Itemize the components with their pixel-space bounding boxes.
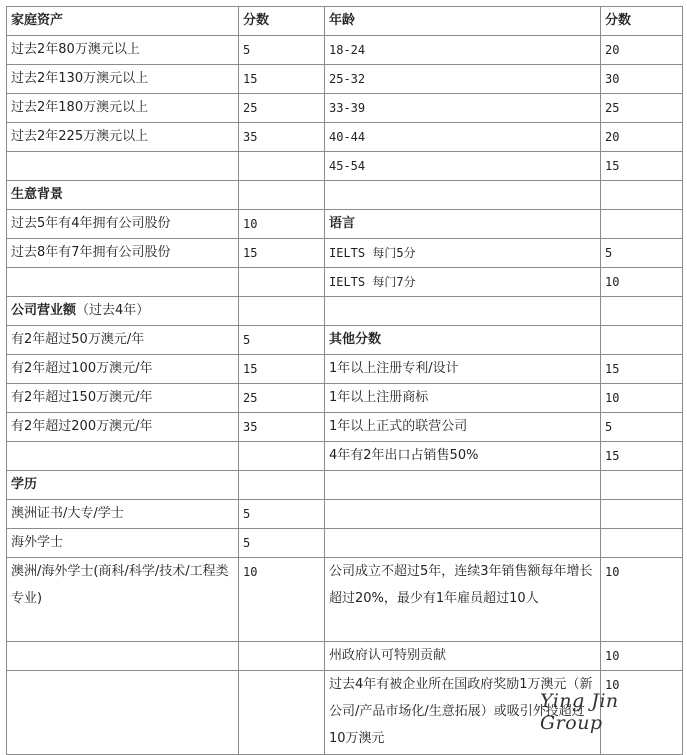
- cell: 5: [239, 529, 325, 558]
- cell: 30: [601, 65, 683, 94]
- cell: 州政府认可特别贡献: [325, 642, 601, 671]
- section-title: 公司营业额: [11, 303, 77, 318]
- cell: 45-54: [325, 152, 601, 181]
- cell: 1年以上注册商标: [325, 384, 601, 413]
- cell: [601, 500, 683, 529]
- cell: 过去8年有7年拥有公司股份: [7, 239, 239, 268]
- cell: 25-32: [325, 65, 601, 94]
- cell: [239, 268, 325, 297]
- cell: [325, 181, 601, 210]
- cell: 1年以上正式的联营公司: [325, 413, 601, 442]
- cell: 33-39: [325, 94, 601, 123]
- points-table: [6, 6, 683, 755]
- cell: 海外学士: [7, 529, 239, 558]
- table-row: [7, 239, 683, 268]
- cell: 澳洲/海外学士(商科/科学/技术/工程类专业): [7, 558, 239, 642]
- cell: 10: [601, 268, 683, 297]
- cell: 35: [239, 123, 325, 152]
- cell: 5: [601, 413, 683, 442]
- cell: 有2年超过50万澳元/年: [7, 326, 239, 355]
- cell: 35: [239, 413, 325, 442]
- cell: [601, 297, 683, 326]
- cell: IELTS 每门7分: [325, 268, 601, 297]
- cell: [7, 268, 239, 297]
- cell: 5: [239, 326, 325, 355]
- table-row: [7, 65, 683, 94]
- cell: [601, 210, 683, 239]
- cell: 5: [239, 36, 325, 65]
- section-other-points: 其他分数: [325, 326, 601, 355]
- table-row: [7, 471, 683, 500]
- header-score: 分数: [601, 7, 683, 36]
- table-row: [7, 94, 683, 123]
- cell: [239, 297, 325, 326]
- table-row: [7, 36, 683, 65]
- cell: 18-24: [325, 36, 601, 65]
- cell: [239, 442, 325, 471]
- cell: [239, 471, 325, 500]
- table-row: [7, 181, 683, 210]
- cell: [325, 500, 601, 529]
- cell: 15: [601, 152, 683, 181]
- table-row: [7, 500, 683, 529]
- cell: [7, 671, 239, 755]
- cell: 5: [239, 500, 325, 529]
- cell: 15: [239, 239, 325, 268]
- cell: 10: [239, 558, 325, 642]
- table-row: [7, 384, 683, 413]
- table-row: [7, 7, 683, 36]
- cell: [325, 297, 601, 326]
- header-family-assets: 家庭资产: [7, 7, 239, 36]
- table-row: [7, 152, 683, 181]
- cell: [325, 471, 601, 500]
- cell: [239, 671, 325, 755]
- cell: 有2年超过200万澳元/年: [7, 413, 239, 442]
- cell: [601, 326, 683, 355]
- section-note: （过去4年）: [76, 303, 150, 318]
- cell: 过去2年225万澳元以上: [7, 123, 239, 152]
- table-row: [7, 326, 683, 355]
- cell: 公司成立不超过5年，连续3年销售额每年增长超过20%，最少有1年雇员超过10人: [325, 558, 601, 642]
- table-row: [7, 268, 683, 297]
- cell: [7, 442, 239, 471]
- cell: 5: [601, 239, 683, 268]
- cell: 1年以上注册专利/设计: [325, 355, 601, 384]
- cell: 20: [601, 123, 683, 152]
- cell: [239, 152, 325, 181]
- table-row: [7, 123, 683, 152]
- table-row: [7, 442, 683, 471]
- cell: 10: [601, 384, 683, 413]
- section-company-turnover: [7, 297, 239, 326]
- cell: 40-44: [325, 123, 601, 152]
- cell: 有2年超过150万澳元/年: [7, 384, 239, 413]
- cell: 15: [601, 442, 683, 471]
- watermark-logo: Ying Jin Group: [540, 690, 619, 734]
- cell: [325, 529, 601, 558]
- cell: 15: [239, 65, 325, 94]
- cell: [239, 181, 325, 210]
- cell: 4年有2年出口占销售50%: [325, 442, 601, 471]
- cell: [7, 642, 239, 671]
- section-education: 学历: [7, 471, 239, 500]
- cell: 15: [239, 355, 325, 384]
- table-row: [7, 642, 683, 671]
- cell: 10: [601, 558, 683, 642]
- cell: [601, 471, 683, 500]
- cell: 过去2年180万澳元以上: [7, 94, 239, 123]
- table-row: [7, 355, 683, 384]
- cell: IELTS 每门5分: [325, 239, 601, 268]
- cell: 过去2年80万澳元以上: [7, 36, 239, 65]
- section-language: 语言: [325, 210, 601, 239]
- table-row: [7, 210, 683, 239]
- section-business-background: 生意背景: [7, 181, 239, 210]
- table-row: [7, 529, 683, 558]
- cell: [601, 181, 683, 210]
- cell: 过去2年130万澳元以上: [7, 65, 239, 94]
- cell: 25: [601, 94, 683, 123]
- cell: 20: [601, 36, 683, 65]
- cell: 10: [239, 210, 325, 239]
- table-row: [7, 558, 683, 642]
- cell: [239, 642, 325, 671]
- cell: 15: [601, 355, 683, 384]
- cell: 过去5年有4年拥有公司股份: [7, 210, 239, 239]
- cell: 25: [239, 94, 325, 123]
- cell: [7, 152, 239, 181]
- cell: 澳洲证书/大专/学士: [7, 500, 239, 529]
- cell: [601, 529, 683, 558]
- cell: 10: [601, 671, 683, 755]
- cell: 过去4年有被企业所在国政府奖励1万澳元（新公司/产品市场化/生意拓展）或吸引外投超过10万澳元: [325, 671, 601, 755]
- cell: 10: [601, 642, 683, 671]
- header-score: 分数: [239, 7, 325, 36]
- header-age: 年龄: [325, 7, 601, 36]
- cell: 25: [239, 384, 325, 413]
- table-row: [7, 297, 683, 326]
- table-row: [7, 413, 683, 442]
- cell: 有2年超过100万澳元/年: [7, 355, 239, 384]
